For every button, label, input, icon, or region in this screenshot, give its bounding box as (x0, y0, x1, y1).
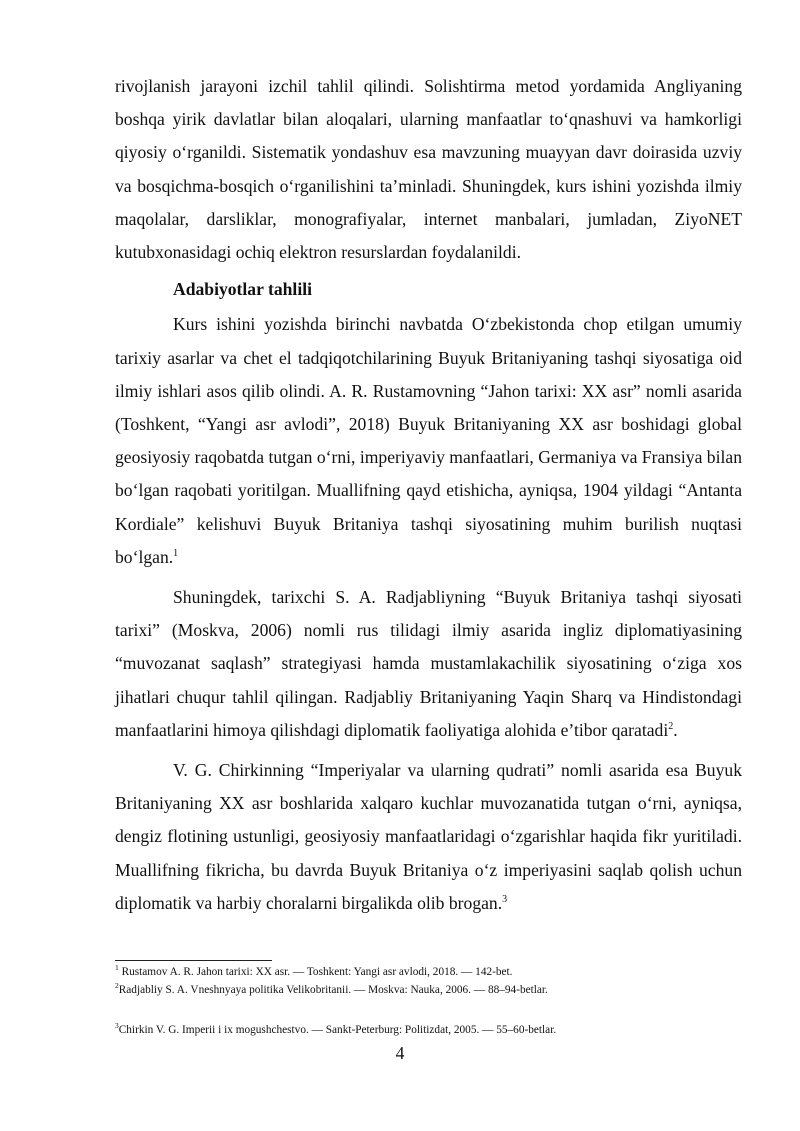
footnote-mark-2: 2 (115, 981, 119, 991)
paragraph-intro-text: rivojlanish jarayoni izchil tahlil qilindi. Solishtirma metod yordamida Angliyaning boshqa yirik davlatlar bilan aloqalari, ularning manfaatlar to‘qnashuvi va hamkorligi qiyosiy o‘rganildi. Sistematik yondashuv esa mavzuning muayyan davr doirasida uzviy va bosqichma-bosqich o‘rganilishini ta’minladi. Shuningdek, kurs ishini yozishda ilmiy maqolalar, darsliklar, monografiyalar, internet manbalari, jumladan, ZiyoNET kutubxonasidagi ochiq elektron resurslardan foydalanildi. (115, 76, 742, 263)
page-body (115, 70, 742, 920)
paragraph-rustamov-text: Kurs ishini yozishda birinchi navbatda O‘zbekistonda chop etilgan umumiy tarixiy asarlar va chet el tadqiqotchilarining Buyuk Britaniyaning tashqi siyosatiga oid ilmiy ishlari asos qilib olindi. A. R. Rustamovning “Jahon tarixi: XX asr” nomli asarida (Toshkent, “Yangi asr avlodi”, 2018) Buyuk Britaniyaning XX asr boshidagi global geosiyosiy raqobatda tutgan o‘rni, imperiyaviy manfaatlari, Germaniya va Fransiya bilan bo‘lgan raqobati yoritilgan. Muallifning qayd etishicha, ayniqsa, 1904 yildagi “Antanta Kordiale” kelishuvi Buyuk Britaniya tashqi siyosatining muhim burilish nuqtasi bo‘lgan. (115, 314, 742, 567)
paragraph-radjabliy-text: Shuningdek, tarixchi S. A. Radjabliyning “Buyuk Britaniya tashqi siyosati tarixi” (Moskva, 2006) nomli rus tilidagi ilmiy asarida ingliz diplomatiyasining “muvozanat saqlash” strategiyasi hamda mustamlakachilik siyosatining o‘ziga xos jihatlari chuqur tahlil qilingan. Radjabliy Britaniyaning Yaqin Sharq va Hindistondagi manfaatlarini himoya qilishdagi diplomatik faoliyatiga alohida e’tibor qaratadi (115, 587, 742, 740)
footnote-2 (115, 982, 742, 999)
paragraph-intro (115, 70, 742, 269)
paragraph-radjabliy (115, 581, 742, 747)
footnote-mark-3: 3 (115, 1021, 119, 1031)
section-heading: Adabiyotlar tahlili (173, 279, 312, 300)
footnote-ref-3[interactable]: 3 (502, 894, 508, 906)
paragraph-radjabliy-end: . (673, 719, 678, 740)
paragraph-rustamov (115, 308, 742, 574)
footnote-ref-2[interactable]: 2 (668, 721, 674, 732)
footnote-divider (115, 960, 272, 961)
footnote-mark-1: 1 (115, 963, 119, 973)
paragraph-chirkin-text: V. G. Chirkinning “Imperiyalar va ularning qudrati” nomli asarida esa Buyuk Britaniyaning XX asr boshlarida xalqaro kuchlar muvozanatida tutgan o‘rni, ayniqsa, dengiz flotining ustunligi, geosiyosiy manfaatlaridagi o‘zgarishlar haqida fikr yuritiladi. Muallifning fikricha, bu davrda Buyuk Britaniya o‘z imperiyasini saqlab qolish uchun diplomatik va harbiy choralarni birgalikda olib brogan. (115, 760, 742, 913)
page-number: 4 (395, 1043, 405, 1063)
footnote-text-2: Radjabliy S. A. Vneshnyaya politika Velikobritanii. — Moskva: Nauka, 2006. — 88–94-betlar. (118, 984, 548, 996)
footnotes (115, 964, 742, 1039)
footnote-text-1: Rustamov A. R. Jahon tarixi: XX asr. — Toshkent: Yangi asr avlodi, 2018. — 142-bet. (121, 966, 513, 978)
footnote-1 (115, 964, 742, 981)
paragraph-chirkin (115, 754, 742, 920)
footnote-text-3: Chirkin V. G. Imperii i ix mogushchestvo. — Sankt-Peterburg: Politizdat, 2005. — 55–60-betlar. (118, 1024, 557, 1036)
footnote-3 (115, 1022, 742, 1039)
footnote-ref-1[interactable]: 1 (173, 547, 179, 559)
